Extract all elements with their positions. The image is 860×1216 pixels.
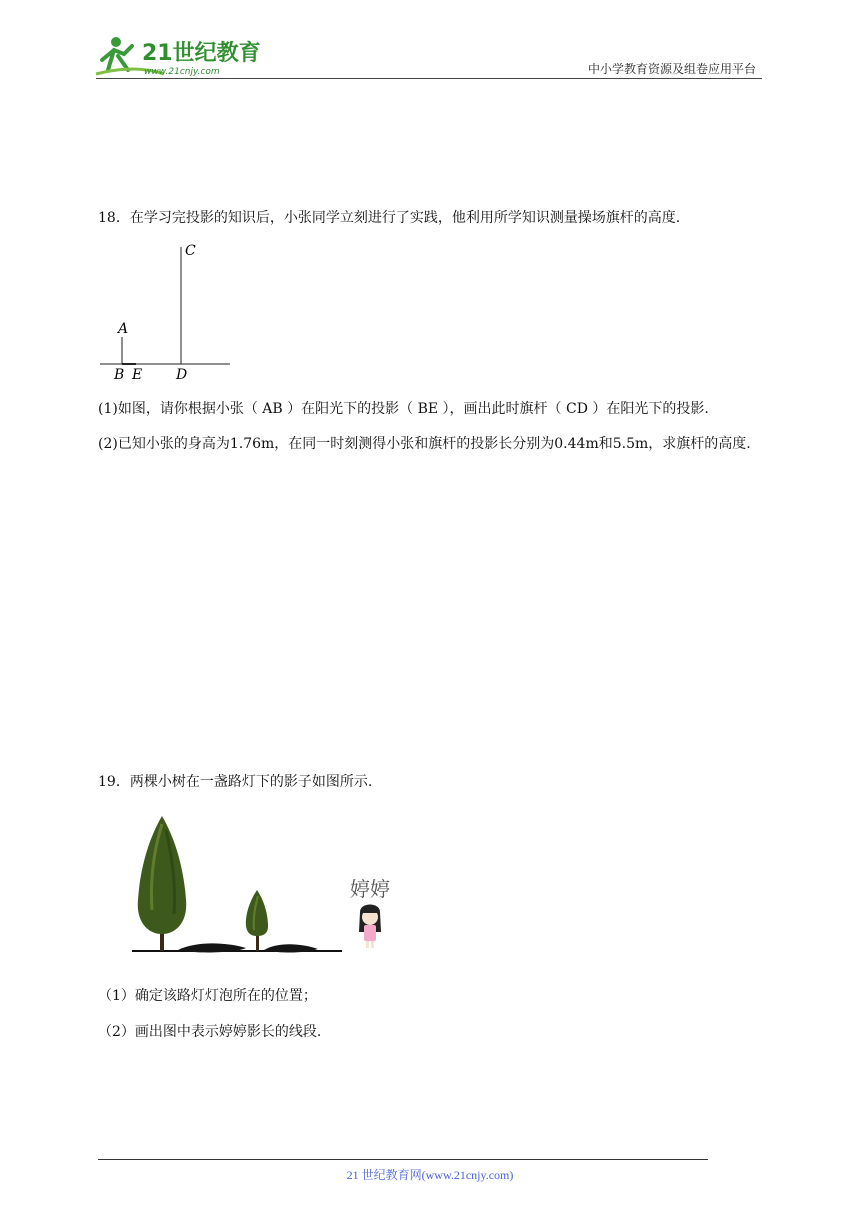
q19-part1: （1）确定该路灯灯泡所在的位置；: [98, 988, 317, 1004]
label-d: D: [176, 367, 188, 383]
girl-icon: [359, 905, 381, 949]
q19-part2: （2）画出图中表示婷婷影长的线段.: [98, 1024, 322, 1040]
footer-text: 21 世纪教育网(www.21cnjy.com): [346, 1168, 514, 1182]
label-c: C: [185, 243, 196, 259]
girl-label: 婷婷: [350, 877, 390, 901]
label-e: E: [132, 367, 143, 383]
logo-url: www.21cnjy.com: [144, 67, 220, 77]
q18-stem: 18．在学习完投影的知识后，小张同学立刻进行了实践，他利用所学知识测量操场旗杆的高度.: [98, 210, 681, 226]
q19-figure: [96, 810, 416, 960]
platform-name: 中小学教育资源及组卷应用平台: [587, 62, 756, 76]
footer-divider: [98, 1159, 708, 1160]
tall-tree-icon: [138, 816, 186, 951]
site-logo: [94, 30, 264, 80]
q18-part2: (2)已知小张的身高为1.76m，在同一时刻测得小张和旗杆的投影长分别为0.44m和5.5m，求旗杆的高度.: [98, 436, 751, 452]
label-b: B: [114, 367, 125, 383]
small-tree-icon: [246, 890, 268, 951]
label-a: A: [118, 321, 129, 337]
q18-part1: (1)如图，请你根据小张（ AB ）在阳光下的投影（ BE ），画出此时旗杆（ CD ）在阳光下的投影.: [98, 401, 709, 417]
q19-stem: 19．两棵小树在一盏路灯下的影子如图所示.: [98, 774, 373, 790]
logo-text: 21世纪教育: [142, 41, 261, 66]
q18-figure: [96, 238, 236, 383]
header-divider: [96, 78, 762, 79]
